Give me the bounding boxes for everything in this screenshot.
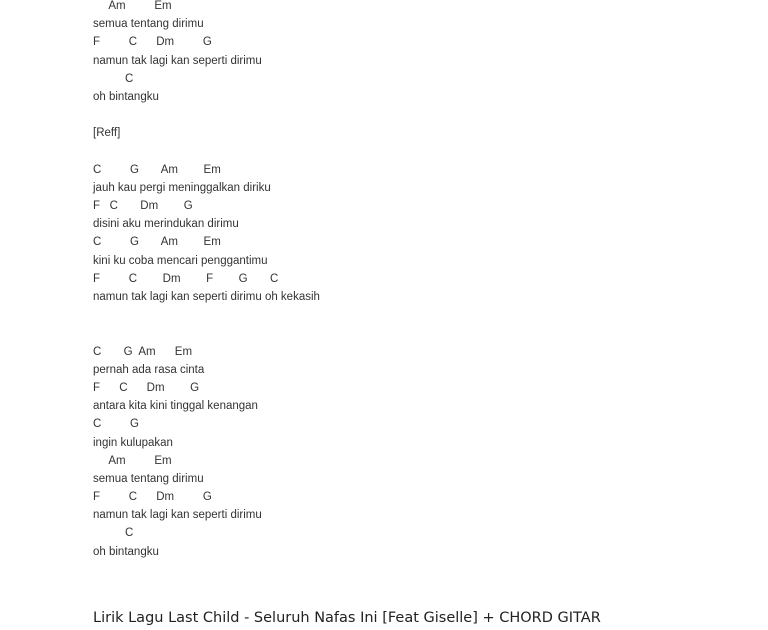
blank-line	[93, 143, 320, 161]
chord-line: C G Am Em	[93, 163, 221, 176]
chord-line: C G Am Em	[93, 236, 221, 249]
lyric-line: disini aku merindukan dirimu	[93, 218, 239, 231]
chord-line: C	[93, 72, 134, 85]
lyric-line: namun tak lagi kan seperti dirimu	[93, 509, 262, 522]
lyric-line: ingin kulupakan	[93, 436, 173, 449]
chord-line: C G Am Em	[93, 345, 193, 358]
lyric-line: oh bintangku	[93, 90, 159, 103]
chord-line: Am Em	[93, 0, 172, 12]
lyric-line: antara kita kini tinggal kenangan	[93, 400, 258, 413]
chord-line: F C Dm F G C	[93, 272, 279, 285]
blank-line	[93, 106, 320, 124]
blank-line	[93, 324, 320, 342]
chord-line: F C Dm G	[93, 200, 193, 213]
lyric-line: pernah ada rasa cinta	[93, 363, 205, 376]
lyric-line: semua tentang dirimu	[93, 472, 204, 485]
chord-line: C G	[93, 418, 140, 431]
blank-line	[93, 306, 320, 324]
lyric-line: namun tak lagi kan seperti dirimu	[93, 54, 262, 67]
chord-line: C	[93, 527, 134, 540]
lyric-line: jauh kau pergi meninggalkan diriku	[93, 181, 271, 194]
lyrics-block	[93, 0, 320, 561]
chord-line: Am Em	[93, 454, 172, 467]
section-label: [Reff]	[93, 127, 121, 140]
chord-line: F C Dm G	[93, 491, 212, 504]
song-title: Lirik Lagu Last Child - Seluruh Nafas Ini [Feat Giselle] + CHORD GITAR	[93, 610, 601, 626]
chord-line: F C Dm G	[93, 36, 212, 49]
lyric-line: oh bintangku	[93, 545, 159, 558]
lyric-line: semua tentang dirimu	[93, 18, 204, 31]
lyric-line: namun tak lagi kan seperti dirimu oh kekasih	[93, 291, 320, 303]
lyric-line: kini ku coba mencari penggantimu	[93, 254, 268, 267]
chord-line: F C Dm G	[93, 381, 200, 394]
